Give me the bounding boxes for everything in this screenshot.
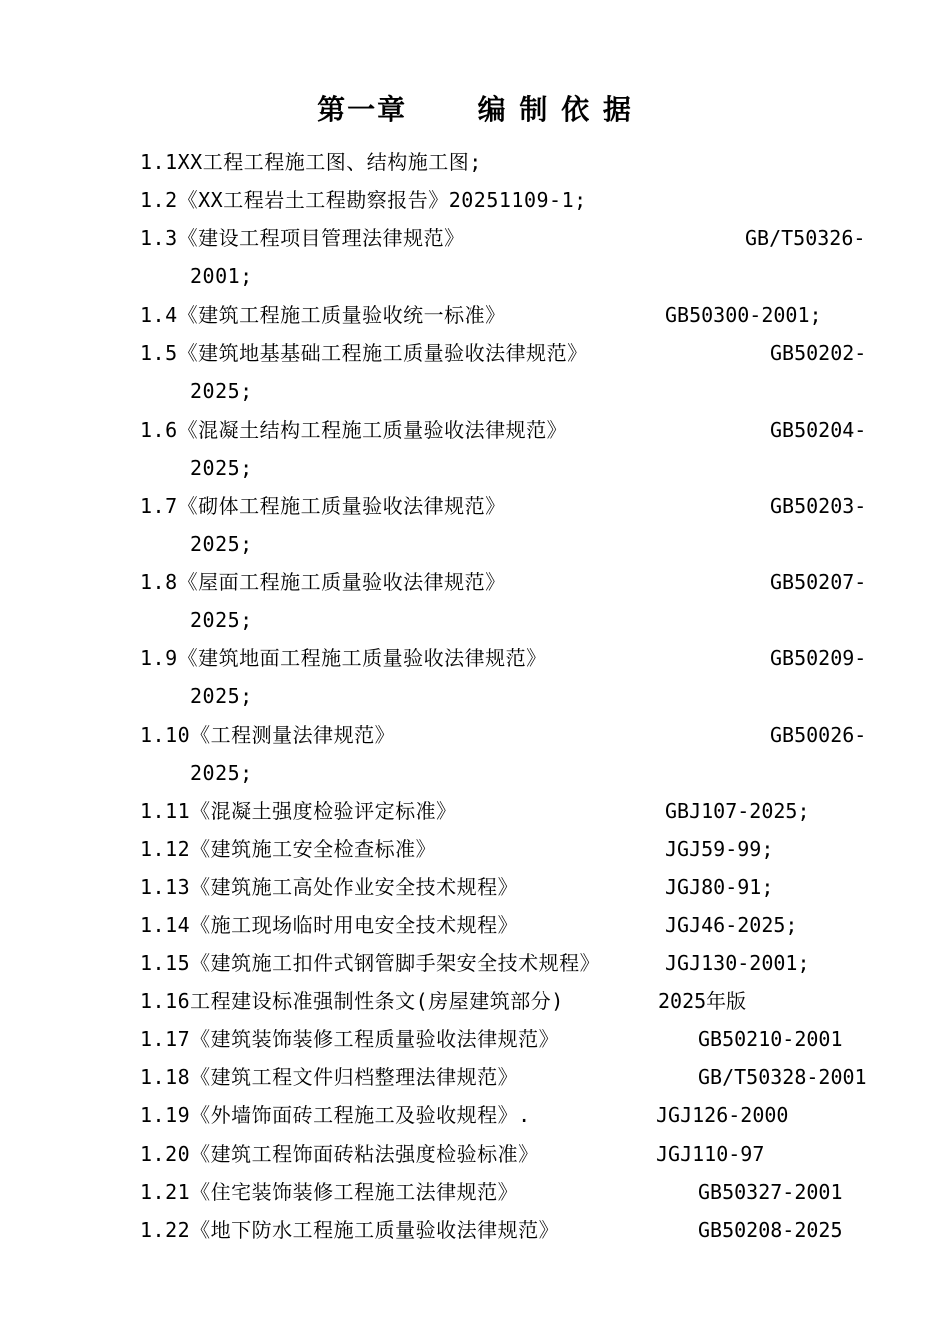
standard-code: JGJ130-2001; [665,951,810,975]
page-title: 第一章 编 制 依 据 [317,93,633,126]
standard-code: GB50207- [770,570,867,594]
list-item: 1.9《建筑地面工程施工质量验收法律规范》 [140,646,547,670]
standard-code: GB50300-2001; [665,303,822,327]
standard-code: 2025年版 [658,989,747,1013]
standard-code: GB50210-2001 [698,1027,843,1051]
standard-code-continuation: 2001; [190,264,253,288]
list-item: 1.4《建筑工程施工质量验收统一标准》 [140,303,506,327]
standard-code: JGJ126-2000 [656,1103,789,1127]
list-item: 1.7《砌体工程施工质量验收法律规范》 [140,494,506,518]
standard-code: JGJ59-99; [665,837,774,861]
list-item: 1.17《建筑装饰装修工程质量验收法律规范》 [140,1027,560,1051]
list-item: 1.6《混凝土结构工程施工质量验收法律规范》 [140,418,568,442]
list-item: 1.2《XX工程岩土工程勘察报告》20251109-1; [140,188,587,212]
standard-code: GB50204- [770,418,867,442]
standard-code-continuation: 2025; [190,532,253,556]
list-item: 1.3《建设工程项目管理法律规范》 [140,226,465,250]
list-item: 1.19《外墙饰面砖工程施工及验收规程》. [140,1103,531,1127]
standard-code-continuation: 2025; [190,608,253,632]
list-item: 1.13《建筑施工高处作业安全技术规程》 [140,875,519,899]
standard-code: GBJ107-2025; [665,799,810,823]
standard-code: JGJ46-2025; [665,913,798,937]
standard-code: GB/T50326- [745,226,866,250]
standard-code: GB50203- [770,494,867,518]
standard-code: JGJ80-91; [665,875,774,899]
standard-code-continuation: 2025; [190,456,253,480]
list-item: 1.10《工程测量法律规范》 [140,723,396,747]
standard-code: GB50209- [770,646,867,670]
list-item: 1.5《建筑地基基础工程施工质量验收法律规范》 [140,341,588,365]
list-item: 1.20《建筑工程饰面砖粘法强度检验标准》 [140,1142,539,1166]
list-item: 1.12《建筑施工安全检查标准》 [140,837,437,861]
list-item: 1.15《建筑施工扣件式钢管脚手架安全技术规程》 [140,951,601,975]
list-item: 1.1XX工程工程施工图、结构施工图; [140,150,482,174]
list-item: 1.11《混凝土强度检验评定标准》 [140,799,457,823]
list-item: 1.16工程建设标准强制性条文(房屋建筑部分) [140,989,564,1013]
standard-code: JGJ110-97 [656,1142,765,1166]
standard-code: GB50202- [770,341,867,365]
list-item: 1.21《住宅装饰装修工程施工法律规范》 [140,1180,519,1204]
list-item: 1.18《建筑工程文件归档整理法律规范》 [140,1065,519,1089]
standard-code-continuation: 2025; [190,379,253,403]
standard-code-continuation: 2025; [190,684,253,708]
standard-code: GB50327-2001 [698,1180,843,1204]
standard-code: GB/T50328-2001 [698,1065,867,1089]
standard-code: GB50208-2025 [698,1218,843,1242]
standard-code: GB50026- [770,723,867,747]
list-item: 1.22《地下防水工程施工质量验收法律规范》 [140,1218,560,1242]
list-item: 1.14《施工现场临时用电安全技术规程》 [140,913,519,937]
list-item: 1.8《屋面工程施工质量验收法律规范》 [140,570,506,594]
standard-code-continuation: 2025; [190,761,253,785]
